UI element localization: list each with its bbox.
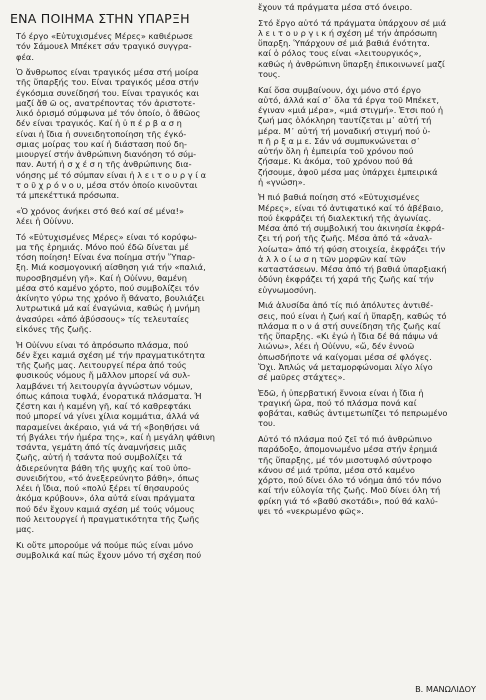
text-line: λαμβάνει τή λειτουργία ἀγνώστων νόμων, [16, 380, 193, 391]
text-line: λέει ἡ ἴδια, πού «πολύ ξέρει τί θησαυρούς [16, 483, 190, 494]
text-line: λοίωτα» ἀπό τή φύση στοιχεία, ἐκφράζει τήν [258, 243, 446, 254]
text-line: φυσικούς νόμους ἤ μᾶλλον μπορεί νά συλ- [16, 370, 191, 381]
text-line: νόησης μέ τό σύμπαν είναι ἡ λ ε ι τ ο υ ρ γ ί α [16, 169, 207, 180]
text-line: μαζί ἄθ ῶ ος, ανατρέποντας τόν ἀριστοτε- [16, 97, 196, 108]
text-line: ἀδιερεύνητα βάθη τῆς ψυχῆς καί τοῦ ὑπο- [16, 462, 191, 473]
text-line: φοβάται, καθώς ἀντιμετωπίζει τό πεπρωμένο [258, 408, 448, 419]
text-line: καταστάσεων. Μέσα ἀπό τή βαθιά ὑπαρξιακή [258, 264, 447, 275]
paragraph [10, 206, 238, 227]
text-line: τῆς ζωῆς μας. Λειτουργεί πέρα ἀπό τούς [16, 360, 187, 371]
text-line: τή βγάλει τήν ἡμέρα της», καί ἡ μεγάλη ψάθινη [16, 431, 216, 442]
author-signature: Β. ΜΑΝΩΛΙΔΟΥ [415, 684, 476, 694]
text-line: καθώς ἡ ἀνθρώπινη ὕπαρξη ἐπικοινωνεί μαζί [258, 58, 445, 69]
text-line: παν. Αυτή ἡ σ χ έ σ η τῆς ἀνθρώπινης δια- [16, 159, 192, 170]
text-line: τά μπεκέττικά πρόσωπα. [16, 190, 120, 201]
text-line: ἀ λ λ ο ί ω σ η τῶν μορφῶν καί τῶν [258, 253, 406, 264]
text-line: όπως κάποια τυφλά, ένορατικά πλάσματα. Ἡ [16, 390, 202, 401]
text-line: ἀκόμα κρύβουν», όλα αὐτά είναι πράγματα [16, 493, 196, 504]
paragraph [252, 2, 480, 12]
text-line: ὁπωσδήποτε νά καίγομαι μέσα σέ φλόγες. [258, 351, 432, 362]
paragraph [252, 434, 480, 516]
text-line: τόση ποίηση! Είναι ένα ποίημα στήν Ὕπαρ- [16, 252, 196, 263]
text-line: ζει τή ροή τῆς ζωῆς. Μέσα ἀπό τά «ἀναλ- [258, 233, 433, 244]
text-line: συμβολικά καί πώς ἔχουν μόνο τή σχέση πού [16, 549, 202, 560]
paragraph [252, 388, 480, 429]
text-line: είναι ἡ ἴδια ἡ συνειδητοποίηση τῆς έγκό- [16, 128, 187, 139]
text-line: φέα. [16, 51, 34, 62]
text-line: δέν ἔχει καμιά σχέση μέ τήν πραγματικότητα [16, 349, 206, 360]
text-line: ζήσαμε. Κι ἀκόμα, τοῦ χρόνου πού θά [258, 156, 413, 167]
text-line: τῆς ὕπαρξης. «Κι ἐγώ ἡ ἴδια δέ θά πάψω νά [258, 331, 438, 342]
text-line: καί ὁ ρόλος τους είναι «λειτουργικός», [258, 48, 422, 59]
text-line: τῆς ὕπαρξης, μέ τόν μισοτυφλό σύντροφο [258, 454, 432, 465]
text-line: Τό έργο «Εὐτυχισμένες Μέρες» καθιέρωσε [16, 31, 193, 41]
text-line: τ ο ῦ χ ρ ό ν ο υ, μέσα στόν ὁποίο κινοῦνται [16, 179, 198, 190]
text-line: Ὁ ἄνθρωπος είναι τραγικός μέσα στή μοίρα [16, 67, 199, 78]
paragraph [252, 300, 480, 382]
right-column [252, 0, 480, 521]
text-line: ξη. Μιά κοσμογονική αίσθηση γιά τήν «παλιά, [16, 262, 206, 273]
text-line: Ἡ πιό βαθιά ποίηση στό «Εὐτυχισμένες [258, 192, 420, 203]
text-line: Καί ὅσα συμβαίνουν, όχι μόνο στό έργο [258, 84, 421, 95]
text-line: Ἐδῶ, ἡ ὑπερβατική ἔννοια είναι ἡ ἴδια ἡ [258, 387, 424, 398]
paragraph [252, 192, 480, 295]
text-line: τραγική ὥρα, πού τό πλάσμα πονά καί [258, 397, 417, 408]
text-line: του. [258, 418, 276, 429]
text-line: «Ὁ χρόνος άνήκει στό θεό καί σέ μένα!» [16, 205, 185, 216]
text-line: ἀκίνητο γύρω της χρόνο ἤ θάνατο, βουλιάζει [16, 293, 205, 304]
text-line: λικό ὁρισμό σύμφωνα μέ τόν ὁποίο, ὁ ἄθῶος [16, 108, 201, 119]
article-title: ΕΝΑ ΠΟΙΗΜΑ ΣΤΗΝ ΥΠΑΡΞΗ [10, 11, 190, 27]
text-line: χόρτο, πού δίνει όλο τό νόημα ἀπό τόν πόνο [258, 475, 442, 486]
text-line: αὐτό, άλλά καί σ᾽ ὅλα τά έργα τοῦ Μπέκετ, [258, 94, 439, 105]
text-line: Ἡ Οὐίννυ είναι τό ἀπρόσωπο πλάσμα, πού [16, 339, 189, 350]
text-line: ζωῆς, αὐτή ἡ τσάντα πού συμβολίζει τά [16, 452, 183, 463]
text-line: π ῆ ρ ξ α μ ε. Σάν νά συμπυκνώνεται σ᾽ [258, 135, 421, 146]
text-line: ἀνασύρει «ἀπό ἀβύσσους» τίς τελευταίες [16, 313, 190, 324]
text-line: πυροσβησμένη γῆ». Καί ἡ Οὐίννυ, θαμένη [16, 272, 187, 283]
text-line: πλάσμα π ο ν ά στή συνείδηση τῆς ζωῆς καί [258, 320, 441, 331]
text-line: παραμείνει ἀκέραιο, γιά νά τή «βοηθήσει νά [16, 421, 200, 432]
text-line: μας. [16, 524, 35, 535]
text-line: σεις, πού είναι ἡ ζωή καί ἡ ὕπαρξη, καθώς τό [258, 310, 447, 321]
text-line: έγιναν «μιά μέρα», «μιά στιγμή». Ἐτσι πού ἡ [258, 105, 444, 116]
text-line: Μέσα ἀπό τή συμβολική του ἀκινησία ἐκφρά- [258, 223, 445, 234]
text-line: τῆς ὕπαρξής του. Είναι τραγικός μέσα στήν [16, 77, 199, 88]
text-line: ἔχουν τά πράγματα μέσα στό όνειρο. [258, 2, 413, 12]
text-line: μέρα. Μ᾽ αὐτή τή μοναδική στιγμή πού ὑ- [258, 125, 431, 136]
paragraph [10, 340, 238, 535]
text-line: πού δέν ἔχουν καμιά σχέση μέ τούς νόμους [16, 503, 195, 514]
text-line: σέ μαῦρες στάχτες». [258, 372, 346, 383]
paragraph [252, 85, 480, 188]
text-line: Στό ἔργο αὐτό τά πράγματα ὑπάρχουν σέ μιά [258, 17, 447, 28]
paragraph [252, 18, 480, 80]
text-line: αὐτήν ὅλη ἡ ἐμπειρία τοῦ χρόνου πού [258, 146, 414, 157]
text-line: φρίκη γιά τό «βαθύ σκοτάδι», πού θά καλύ- [258, 495, 438, 506]
text-line: δέν είναι τραγικός. Καί ἡ ὑ π έ ρ β α σ η [16, 118, 182, 129]
text-line: λιώνω», λέει ἡ Οὐίννυ, «ὤ, δέν ἐννοῶ [258, 341, 415, 352]
text-line: λυτρωτικά μά καί έναγώνια, καθώς ἡ μνήμη [16, 303, 200, 314]
paragraph [10, 67, 238, 200]
text-line: τόν Σάμουελ Μπέκετ σάν τραγικό συγγρα- [16, 41, 192, 52]
text-line: Τό «Εὐτυχισμένες Μέρες» είναι τό κορύφω- [16, 231, 197, 242]
text-line: Ὄχι. Ἁπλώς νά μεταμορφώνομαι λίγο λίγο [258, 361, 433, 372]
text-line: πού λειτουργεί ἡ πραγματικότητα τῆς ζωῆς [16, 513, 200, 524]
paragraph [10, 31, 238, 62]
text-line: Αὐτό τό πλάσμα πού ζεῖ τό πιό ἀνθρώπινο [258, 434, 433, 445]
text-line: ψει τό «νεκρωμένο φῶς». [258, 505, 364, 516]
text-line: ζωή μας ὁλόκληρη ταυτίζεται μ᾽ αὐτή τή [258, 115, 432, 126]
text-line: κάνου σέ μιά τρύπα, μέσα στό καμένο [258, 464, 415, 475]
text-line: λέει ἡ Οὐίννυ. [16, 216, 74, 227]
text-line: εἰκόνες τῆς ζωῆς. [16, 323, 92, 334]
text-line: τσάντα, γεμάτη άπό τίς ἀναμνήσεις μιᾶς [16, 442, 187, 453]
text-line: ζέστη και ἡ καμένη γῆ, καί τό καθρεφτάκι [16, 401, 192, 412]
text-line: συνειδήτου, «τό ἀνεξερεύνητο βάθη», όπως [16, 472, 200, 483]
text-line: σμιας μοίρας του καί ἡ διάσταση πού δη- [16, 138, 188, 149]
text-line: Κι οὔτε μπορούμε νά πούμε πώς είναι μόνο [16, 539, 194, 550]
left-column [10, 0, 238, 566]
text-line: ὕπαρξη. Ὑπάρχουν σέ μιά βαθιά ένότητα. [258, 38, 430, 49]
paragraph [10, 540, 238, 561]
text-line: τους. [258, 68, 281, 79]
text-line: Μέρες», είναι τό ἀντιφατικό καί τό ἀβέβαιο, [258, 202, 444, 213]
text-line: ζήσουμε, ἀφοῦ μέσα μας ὑπάρχει ἐμπειρικά [258, 166, 438, 177]
text-line: λ ε ι τ ο υ ρ γ ι κ ή σχέση μέ τήν ἀπρόσωπη [258, 27, 438, 38]
text-line: μα τῆς ἐρημιάς. Μόνο πού έδῶ δίνεται μέ [16, 241, 189, 252]
text-line: ἡ «γνώση». [258, 176, 306, 187]
text-line: εὐγνωμοσύνη. [258, 284, 317, 295]
paragraph [10, 232, 238, 335]
text-line: πού μπορεί νά γίνει χίλια κομμάτια, άλλά νά [16, 411, 200, 422]
text-line: μέσα στό καμένο χόρτο, πού συμβολίζει τόν [16, 282, 200, 293]
text-line: μιουργεί στήν ἀνθρώπινη διανόηση τό σύμ- [16, 149, 197, 160]
text-line: πού ἐκφράζει τή διαλεκτική τῆς ἀγωνίας. [258, 212, 432, 223]
text-line: ὀδύνη ἐκφράζει τή χαρά τῆς ζωῆς καί τήν [258, 274, 434, 285]
text-line: καί τήν εὐλογία τῆς ζωῆς. Μοῦ δίνει όλη τή [258, 485, 441, 496]
text-line: Μιά ἀλυσίδα ἀπό τίς πιό ἀπόλυτες ἀντιθέ- [258, 300, 434, 311]
text-line: παράδοξο, ἀπομονωμένο μέσα στήν ἐρημιά [258, 444, 438, 455]
text-line: έγκόσμια συνείδησή του. Είναι τραγικός και [16, 87, 200, 98]
